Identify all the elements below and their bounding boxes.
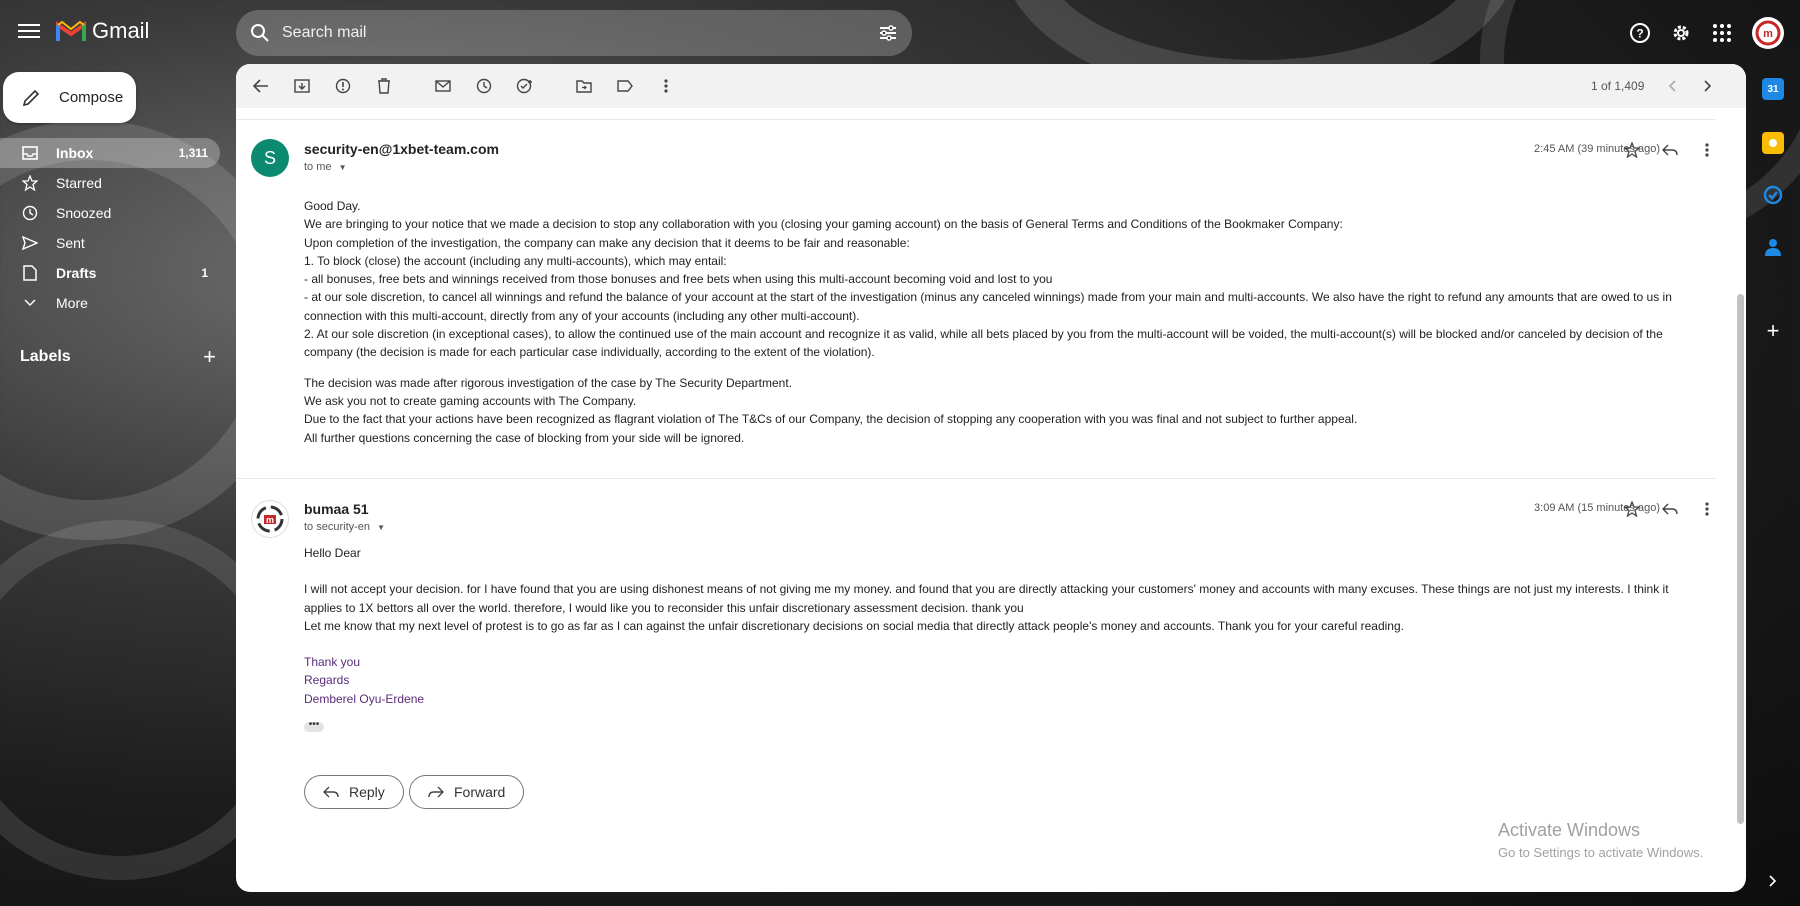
- signature-line: Thank you: [304, 655, 361, 670]
- more-vert-icon[interactable]: [1697, 499, 1717, 519]
- watermark-subtitle: Go to Settings to activate Windows.: [1498, 845, 1704, 860]
- compose-button[interactable]: [3, 72, 136, 123]
- help-icon[interactable]: [1627, 20, 1653, 46]
- show-trimmed-content-button[interactable]: •••: [304, 722, 324, 732]
- reply-icon: [323, 786, 339, 798]
- app-name: Gmail: [92, 18, 150, 43]
- forward-button[interactable]: [409, 775, 524, 809]
- scrollbar-thumb[interactable]: [1737, 294, 1744, 824]
- sidebar-nav: [0, 138, 220, 318]
- sidebar-item-label: Sent: [56, 235, 85, 251]
- delete-icon[interactable]: [374, 76, 394, 96]
- body-line: connection with this multi-account, directly from any of your accounts (including any other multi-account).: [304, 308, 860, 323]
- sidebar-item-drafts[interactable]: [0, 258, 220, 288]
- sidebar-item-label: Inbox: [56, 145, 94, 161]
- account-logo-icon: [1755, 20, 1781, 46]
- inbox-count: 1,311: [178, 146, 208, 160]
- caret-down-icon[interactable]: ▼: [377, 523, 386, 532]
- account-avatar[interactable]: [1752, 17, 1784, 49]
- sender-logo-icon: [255, 504, 285, 534]
- sender-name[interactable]: bumaa 51: [304, 501, 369, 517]
- message-time: 2:45 AM (39 minutes ago): [1534, 143, 1660, 155]
- labels-section: [20, 344, 216, 370]
- body-line: Upon completion of the investigation, the company can make any decision that it deems to be fair and reasonable:: [304, 235, 910, 250]
- message-divider: [236, 478, 1716, 479]
- reply-icon[interactable]: [1660, 140, 1680, 160]
- draft-icon: [20, 265, 40, 281]
- recipient-text: to me: [304, 161, 332, 173]
- more-vert-icon[interactable]: [656, 76, 676, 96]
- body-line: The decision was made after rigorous investigation of the case by The Security Department.: [304, 375, 793, 390]
- svg-text:?: ?: [1636, 26, 1644, 41]
- chevron-down-icon: [20, 299, 40, 307]
- sidebar-item-label: Starred: [56, 175, 102, 191]
- contacts-icon[interactable]: [1762, 236, 1784, 258]
- reply-icon[interactable]: [1660, 499, 1680, 519]
- recipient-line[interactable]: [304, 161, 347, 173]
- message-panel: [236, 64, 1746, 892]
- archive-icon[interactable]: [292, 76, 312, 96]
- sidebar-item-starred[interactable]: [0, 168, 220, 198]
- compose-label: Compose: [59, 89, 124, 106]
- body-line: - at our sole discretion, to cancel all winnings and refund the balance of your account at the start of the investigation (minus any canceled winnings) made from your main and multi-accounts. We also have the right to refund any amounts that are owed to us in: [304, 290, 1672, 305]
- chevron-right-icon[interactable]: [1698, 76, 1718, 96]
- tasks-icon[interactable]: [1762, 184, 1784, 206]
- message-body: [304, 197, 1672, 447]
- message-body: [304, 544, 1669, 708]
- add-addon-icon[interactable]: +: [1766, 318, 1780, 343]
- calendar-icon[interactable]: 31: [1762, 78, 1784, 100]
- label-icon[interactable]: [615, 76, 635, 96]
- sender-avatar[interactable]: S: [251, 139, 289, 177]
- body-line: We are bringing to your notice that we made a decision to stop any collaboration with you (closing your gaming account) on the basis of General Terms and Conditions of the Bookmaker Company:: [304, 217, 1343, 232]
- signature-line: Regards: [304, 673, 350, 688]
- pencil-icon: [21, 88, 41, 108]
- svg-text:m: m: [265, 515, 275, 525]
- search-icon[interactable]: [250, 23, 270, 43]
- signature-line: Demberel Oyu-Erdene: [304, 691, 425, 706]
- windows-activation-watermark: [1498, 820, 1703, 860]
- body-line: Let me know that my next level of protest is to go as far as I can against the unfair discretionary decisions on social media that directly attack people's money and accounts. Thank you for your careful reading.: [304, 618, 1404, 633]
- body-line: We ask you not to create gaming accounts with The Company.: [304, 393, 637, 408]
- keep-notes-icon[interactable]: [1762, 132, 1784, 154]
- send-icon: [20, 236, 40, 250]
- add-label-icon[interactable]: +: [203, 344, 216, 369]
- pagination-text: 1 of 1,409: [1591, 79, 1645, 93]
- sidebar-item-label: Snoozed: [56, 205, 112, 221]
- recipient-text: to security-en: [304, 521, 371, 533]
- inbox-icon: [20, 146, 40, 160]
- recipient-line[interactable]: [304, 521, 385, 533]
- star-icon[interactable]: [1622, 499, 1642, 519]
- back-arrow-icon[interactable]: [251, 76, 271, 96]
- message-toolbar: [236, 64, 1746, 108]
- sender-avatar[interactable]: [251, 500, 289, 538]
- body-line: Due to the fact that your actions have been recognized as flagrant violation of The T&Cs of our Company, the decision of stopping any cooperation with you was final and not subject to further appeal.: [304, 412, 1358, 427]
- message-time: 3:09 AM (15 minutes ago): [1534, 502, 1660, 514]
- search-input[interactable]: [282, 24, 878, 42]
- sidebar-item-more[interactable]: [0, 288, 220, 318]
- gmail-logo[interactable]: [56, 18, 149, 44]
- mark-unread-icon[interactable]: [433, 76, 453, 96]
- settings-gear-icon[interactable]: [1668, 20, 1694, 46]
- body-line: company (the decision is made for each particular case individually, according to the extent of the violation).: [304, 345, 875, 360]
- clock-icon: [20, 205, 40, 221]
- sidebar-item-label: More: [56, 295, 88, 311]
- star-icon[interactable]: [1622, 140, 1642, 160]
- sidebar-item-inbox[interactable]: [0, 138, 220, 168]
- expand-side-panel-icon[interactable]: [1762, 870, 1784, 892]
- labels-heading: Labels: [20, 348, 71, 365]
- report-spam-icon[interactable]: [333, 76, 353, 96]
- svg-text:m: m: [1763, 28, 1773, 40]
- body-line: - all bonuses, free bets and winnings received from those bonuses and free bets when using this multi-account becoming void and lost to you: [304, 272, 1053, 287]
- main-menu-icon[interactable]: [16, 20, 42, 46]
- body-line: applies to 1X bettors all over the world. therefore, I would like you to reconsider this unfair discretionary assessment decision. thank you: [304, 600, 1024, 615]
- move-to-folder-icon[interactable]: [574, 76, 594, 96]
- more-vert-icon[interactable]: [1697, 140, 1717, 160]
- body-line: I will not accept your decision. for I have found that you are using dishonest means of not giving me my money. and found that you are directly attacking your customers' money and accounts with many excuses. These things are not just my interests. I think it: [304, 582, 1669, 597]
- sidebar-item-sent[interactable]: [0, 228, 220, 258]
- body-line: Good Day.: [304, 199, 361, 213]
- top-bar: [0, 0, 1800, 66]
- search-bar: [236, 10, 912, 56]
- watermark-title: Activate Windows: [1498, 820, 1641, 840]
- chevron-left-icon[interactable]: [1662, 76, 1682, 96]
- sender-email[interactable]: security-en@1xbet-team.com: [304, 141, 499, 157]
- caret-down-icon[interactable]: ▼: [338, 163, 347, 172]
- drafts-count: 1: [201, 266, 208, 280]
- add-task-icon[interactable]: [515, 76, 535, 96]
- sidebar-item-snoozed[interactable]: [0, 198, 220, 228]
- sidebar-item-label: Drafts: [56, 265, 97, 281]
- forward-icon: [428, 786, 444, 798]
- star-icon: [20, 175, 40, 191]
- body-line: 2. At our sole discretion (in exceptional cases), to allow the continued use of the main account and recognize it as valid, while all bets placed by you from the multi-account will be voided, the multi-account(s) will be blocked and/or canceled by decision of the: [304, 327, 1663, 342]
- reply-button[interactable]: [304, 775, 404, 809]
- gmail-m-icon: [56, 19, 86, 43]
- search-options-icon[interactable]: [878, 23, 898, 43]
- snooze-clock-icon[interactable]: [474, 76, 494, 96]
- greeting-line: Hello Dear: [304, 546, 361, 560]
- apps-grid-icon[interactable]: [1709, 20, 1735, 46]
- body-line: 1. To block (close) the account (including any multi-accounts), which may entail:: [304, 253, 727, 268]
- reply-label: Reply: [349, 784, 385, 800]
- body-line: All further questions concerning the case of blocking from your side will be ignored.: [304, 430, 745, 445]
- forward-label: Forward: [454, 784, 506, 800]
- divider: [236, 119, 1716, 120]
